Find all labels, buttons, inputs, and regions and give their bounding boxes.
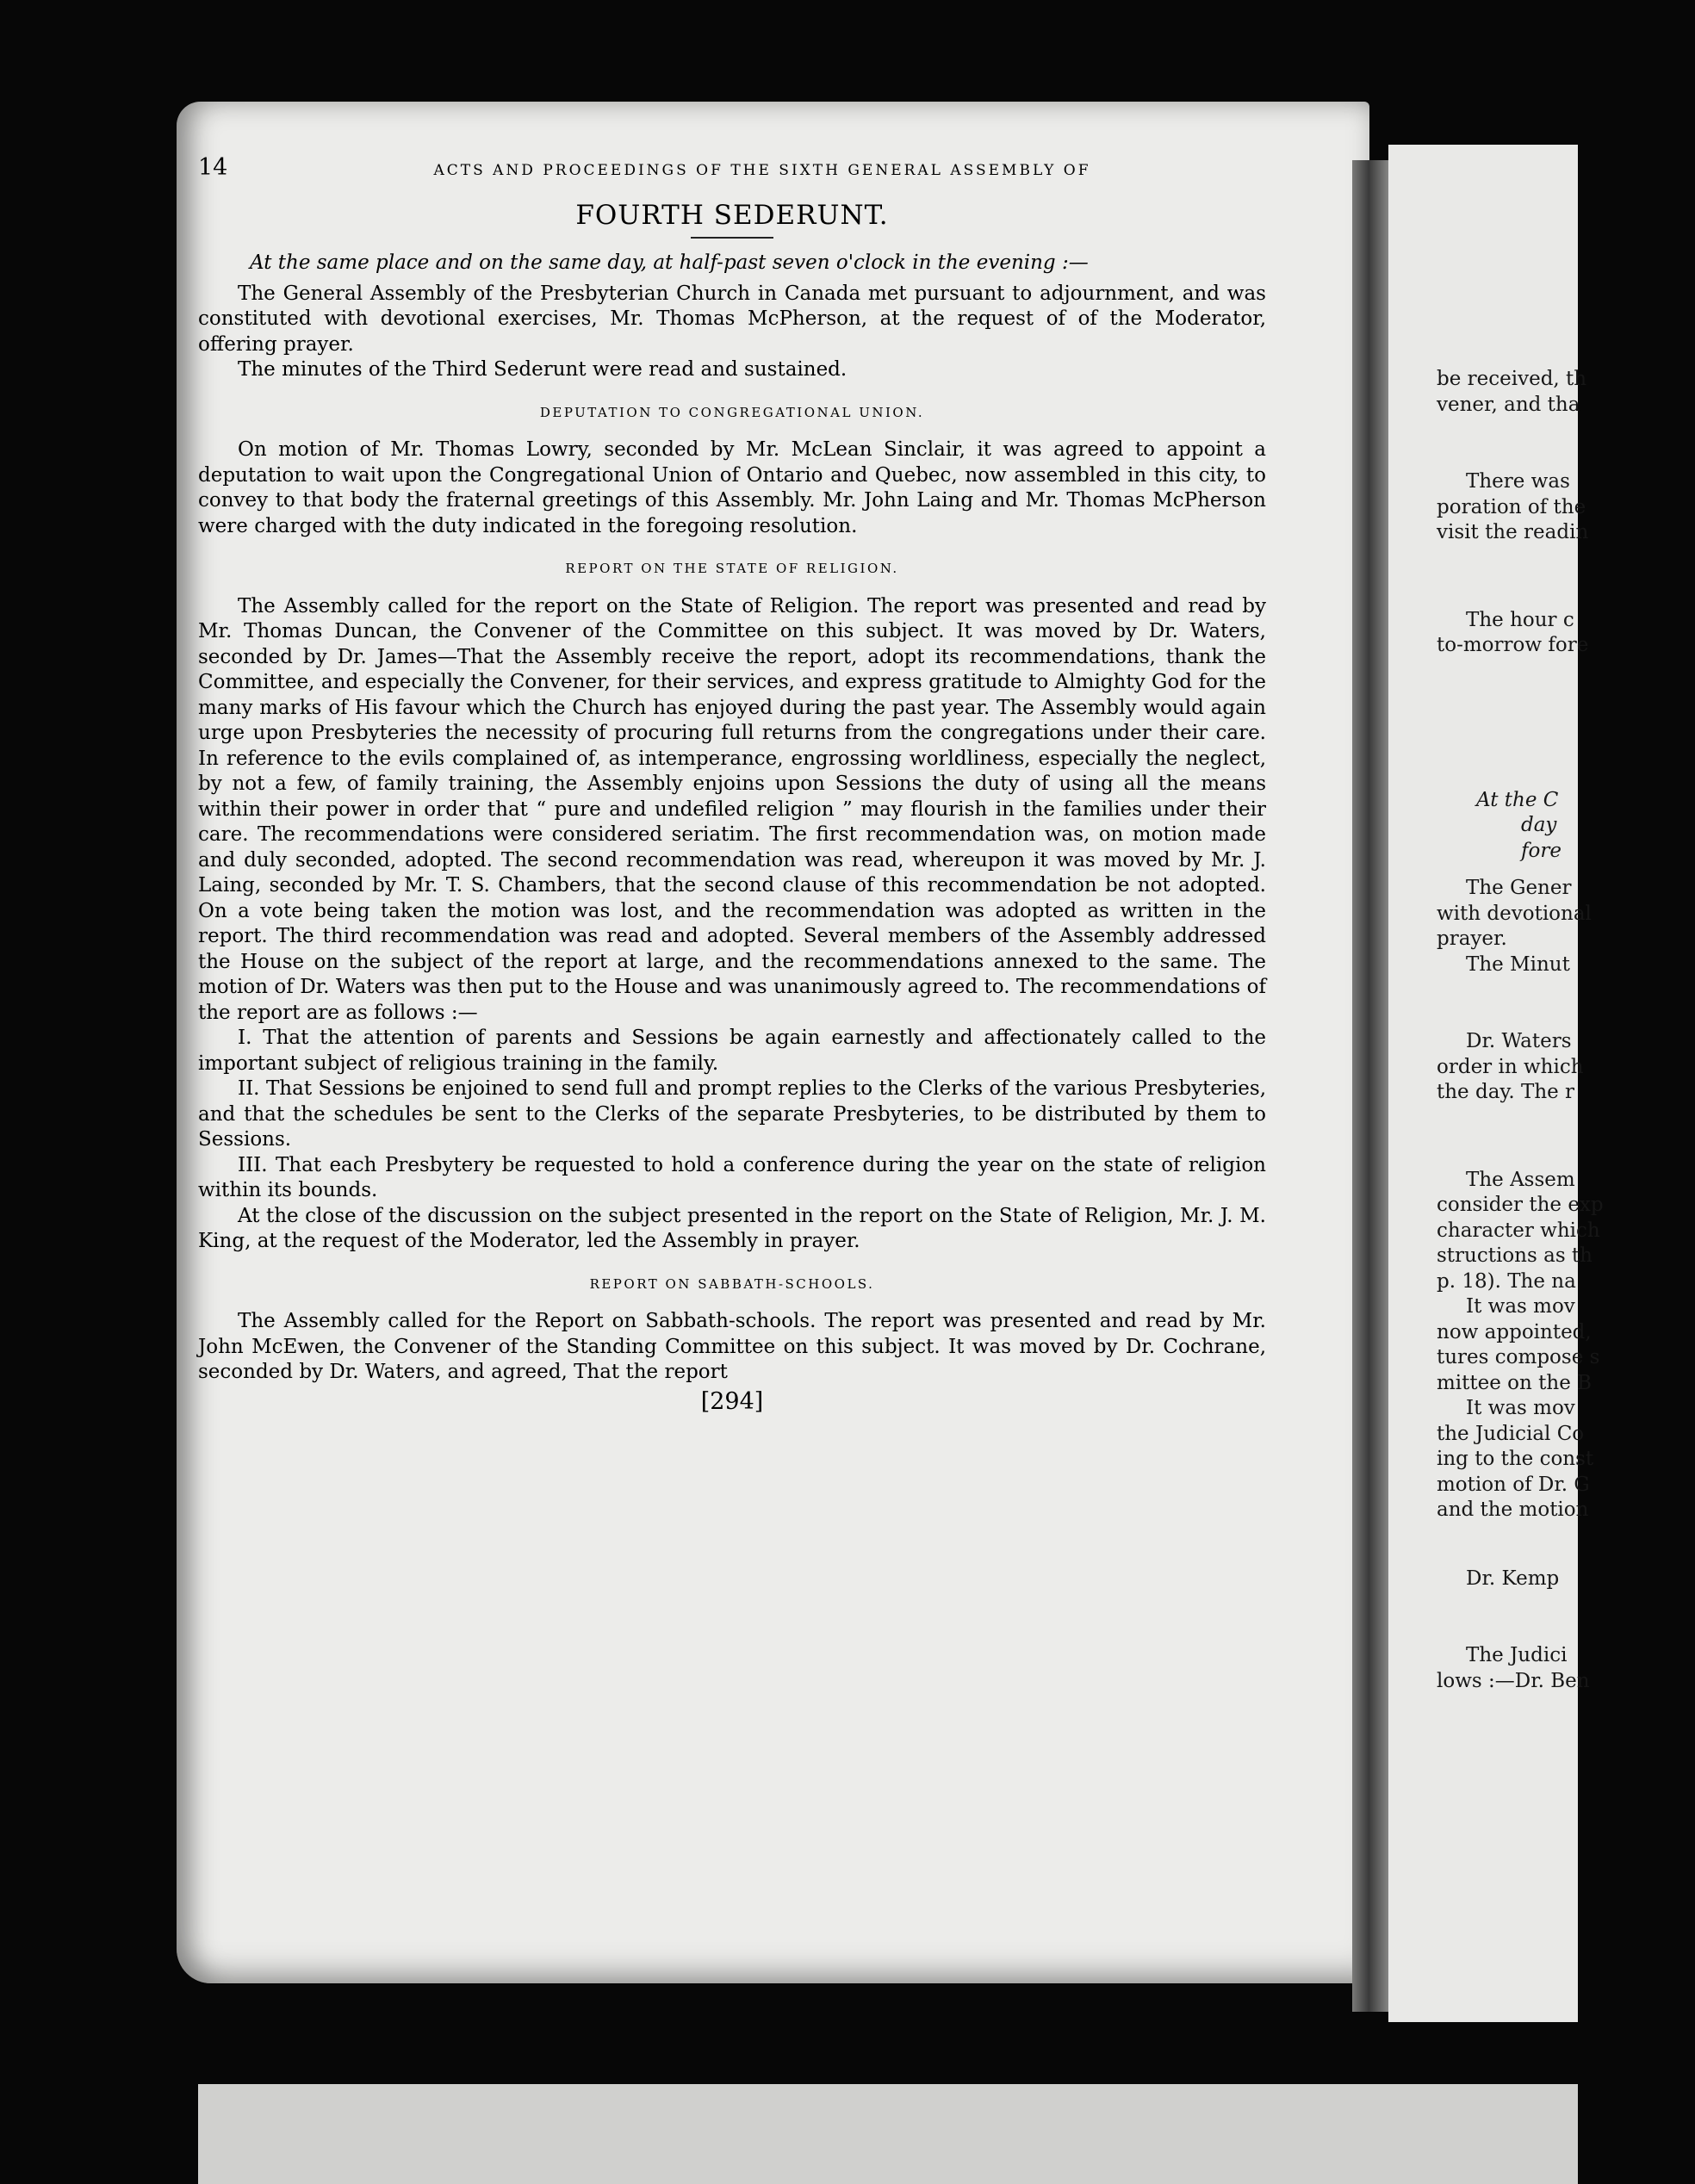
right-line: Dr. Waters	[1466, 1030, 1572, 1052]
right-line: fore	[1521, 839, 1562, 862]
sederunt-title: FOURTH SEDERUNT.	[575, 199, 889, 231]
section-heading: DEPUTATION TO CONGREGATIONAL UNION.	[539, 404, 925, 420]
right-page-text	[1437, 145, 1695, 1694]
book-gutter	[1352, 160, 1394, 2012]
paragraph: The Assembly called for the Report on Sabbath-schools. The report was presented and read by Mr. John McEwen, the Convener of the Standing Committee on this subject. It was moved by Dr. Cochrane, seconded by Dr. Waters, and agreed, That the report	[198, 1310, 1266, 1383]
right-line: Dr. Kemp	[1466, 1567, 1560, 1590]
running-title: ACTS AND PROCEEDINGS OF THE SIXTH GENERAL ASSEMBLY OF	[433, 162, 1091, 179]
right-line: and the motion	[1437, 1498, 1589, 1521]
page-content	[198, 155, 1266, 1414]
right-line: The Assem	[1466, 1168, 1575, 1191]
intro-line: At the same place and on the same day, at half-past seven o'clock in the evening :—	[250, 251, 1089, 274]
right-line: character which	[1437, 1219, 1600, 1242]
right-line: ing to the const	[1437, 1448, 1594, 1470]
right-line: now appointed,	[1437, 1320, 1592, 1343]
scan-bottom-strip	[198, 2084, 1578, 2184]
right-line: with devotional	[1437, 902, 1592, 925]
right-line: poration of the	[1437, 495, 1586, 518]
paragraph: The Assembly called for the report on the State of Religion. The report was presented and read by Mr. Thomas Duncan, the Convener of the Committee on this subject. It was moved by Dr. Waters, seconded by Dr. James—That the Assembly receive the report, adopt its recommendations, thank the Committee, and especially the Convener, for their services, and express gratitude to Almighty God for the many marks of His favour which the Church has enjoyed during the past year. The Assembly would again urge upon Presbyteries the necessity of procuring full returns from the congregations under their care. In reference to the evils complained of, as intemperance, engrossing worldliness, especially the neglect, by not a few, of family training, the Assembly enjoins upon Sessions the duty of using all the means within their power in order that “ pure and undefiled religion ” may flourish in the families under their care. The recommendations were considered seriatim. The first recommendation was, on motion made and duly seconded, adopted. The second recommendation was read, whereupon it was moved by Mr. J. Laing, seconded by Mr. T. S. Chambers, that the second clause of this recommendation be not adopted. On a vote being taken the motion was lost, and the recommendation was adopted as written in the report. The third recommendation was read and adopted. Several members of the Assembly addressed the House on the subject of the report at large, and the recommendations annexed to the same. The motion of Dr. Waters was then put to the House and was unanimously agreed to. The recommendations of the report are as follows :—	[198, 594, 1266, 1024]
right-line: There was	[1466, 470, 1570, 493]
right-line: It was mov	[1466, 1397, 1575, 1419]
right-line: to-morrow fore	[1437, 634, 1589, 656]
paragraph: On motion of Mr. Thomas Lowry, seconded by Mr. McLean Sinclair, it was agreed to appoint a deputation to wait upon the Congregational Union of Ontario and Quebec, now assembled in this city, to convey to that body the fraternal greetings of this Assembly. Mr. John Laing and Mr. Thomas McPherson were charged with the duty indicated in the foregoing resolution.	[198, 438, 1266, 537]
running-head	[198, 155, 1266, 184]
footer-page-number: [294]	[700, 1387, 764, 1415]
recommendation-item: I. That the attention of parents and Sessions be again earnestly and affectionately called to the important subject of religious training in the family.	[198, 1027, 1266, 1075]
right-line: motion of Dr. G	[1437, 1473, 1590, 1496]
right-line: prayer.	[1437, 928, 1507, 950]
right-line: It was mov	[1466, 1295, 1575, 1318]
paragraph: The General Assembly of the Presbyterian Church in Canada met pursuant to adjournment, and was constituted with devotional exercises, Mr. Thomas McPherson, at the request of of the Moderator, offering prayer.	[198, 282, 1266, 356]
recommendation-item: II. That Sessions be enjoined to send full and prompt replies to the Clerks of the various Presbyteries, and that the schedules be sent to the Clerks of the separate Presbyteries, to be distributed by them to Sessions.	[198, 1077, 1266, 1151]
right-line: mittee on the B	[1437, 1371, 1593, 1394]
right-line: consider the exp	[1437, 1194, 1604, 1216]
right-line: structions as th	[1437, 1244, 1593, 1267]
right-line: tures compose s	[1437, 1346, 1600, 1368]
right-line: The Gener	[1466, 877, 1572, 899]
right-line: the day. The r	[1437, 1081, 1575, 1103]
right-line: lows :—Dr. Ben	[1437, 1669, 1590, 1692]
right-line: the Judicial Co	[1437, 1422, 1585, 1445]
right-line: p. 18). The na	[1437, 1269, 1576, 1293]
right-line: order in which	[1437, 1055, 1584, 1078]
title-rule	[691, 237, 773, 239]
right-line: The hour c	[1466, 608, 1574, 631]
right-line: At the C	[1476, 788, 1559, 811]
page-number: 14	[198, 154, 228, 181]
right-line: The Judici	[1466, 1644, 1568, 1666]
recommendation-item: III. That each Presbytery be requested to hold a conference during the year on the state of religion within its bounds.	[198, 1153, 1266, 1201]
right-line: be received, th	[1437, 368, 1587, 390]
right-page	[1388, 145, 1604, 2022]
section-heading: REPORT ON THE STATE OF RELIGION.	[565, 561, 899, 576]
right-line: vener, and tha	[1437, 393, 1580, 416]
right-line: The Minut	[1466, 952, 1570, 976]
paragraph: The minutes of the Third Sederunt were read and sustained.	[238, 358, 848, 381]
section-heading: REPORT ON SABBATH-SCHOOLS.	[589, 1275, 875, 1292]
right-line: day	[1521, 814, 1557, 836]
paragraph: At the close of the discussion on the subject presented in the report on the State of Religion, Mr. J. M. King, at the request of the Moderator, led the Assembly in prayer.	[198, 1204, 1266, 1252]
right-line: visit the readin	[1437, 521, 1589, 543]
